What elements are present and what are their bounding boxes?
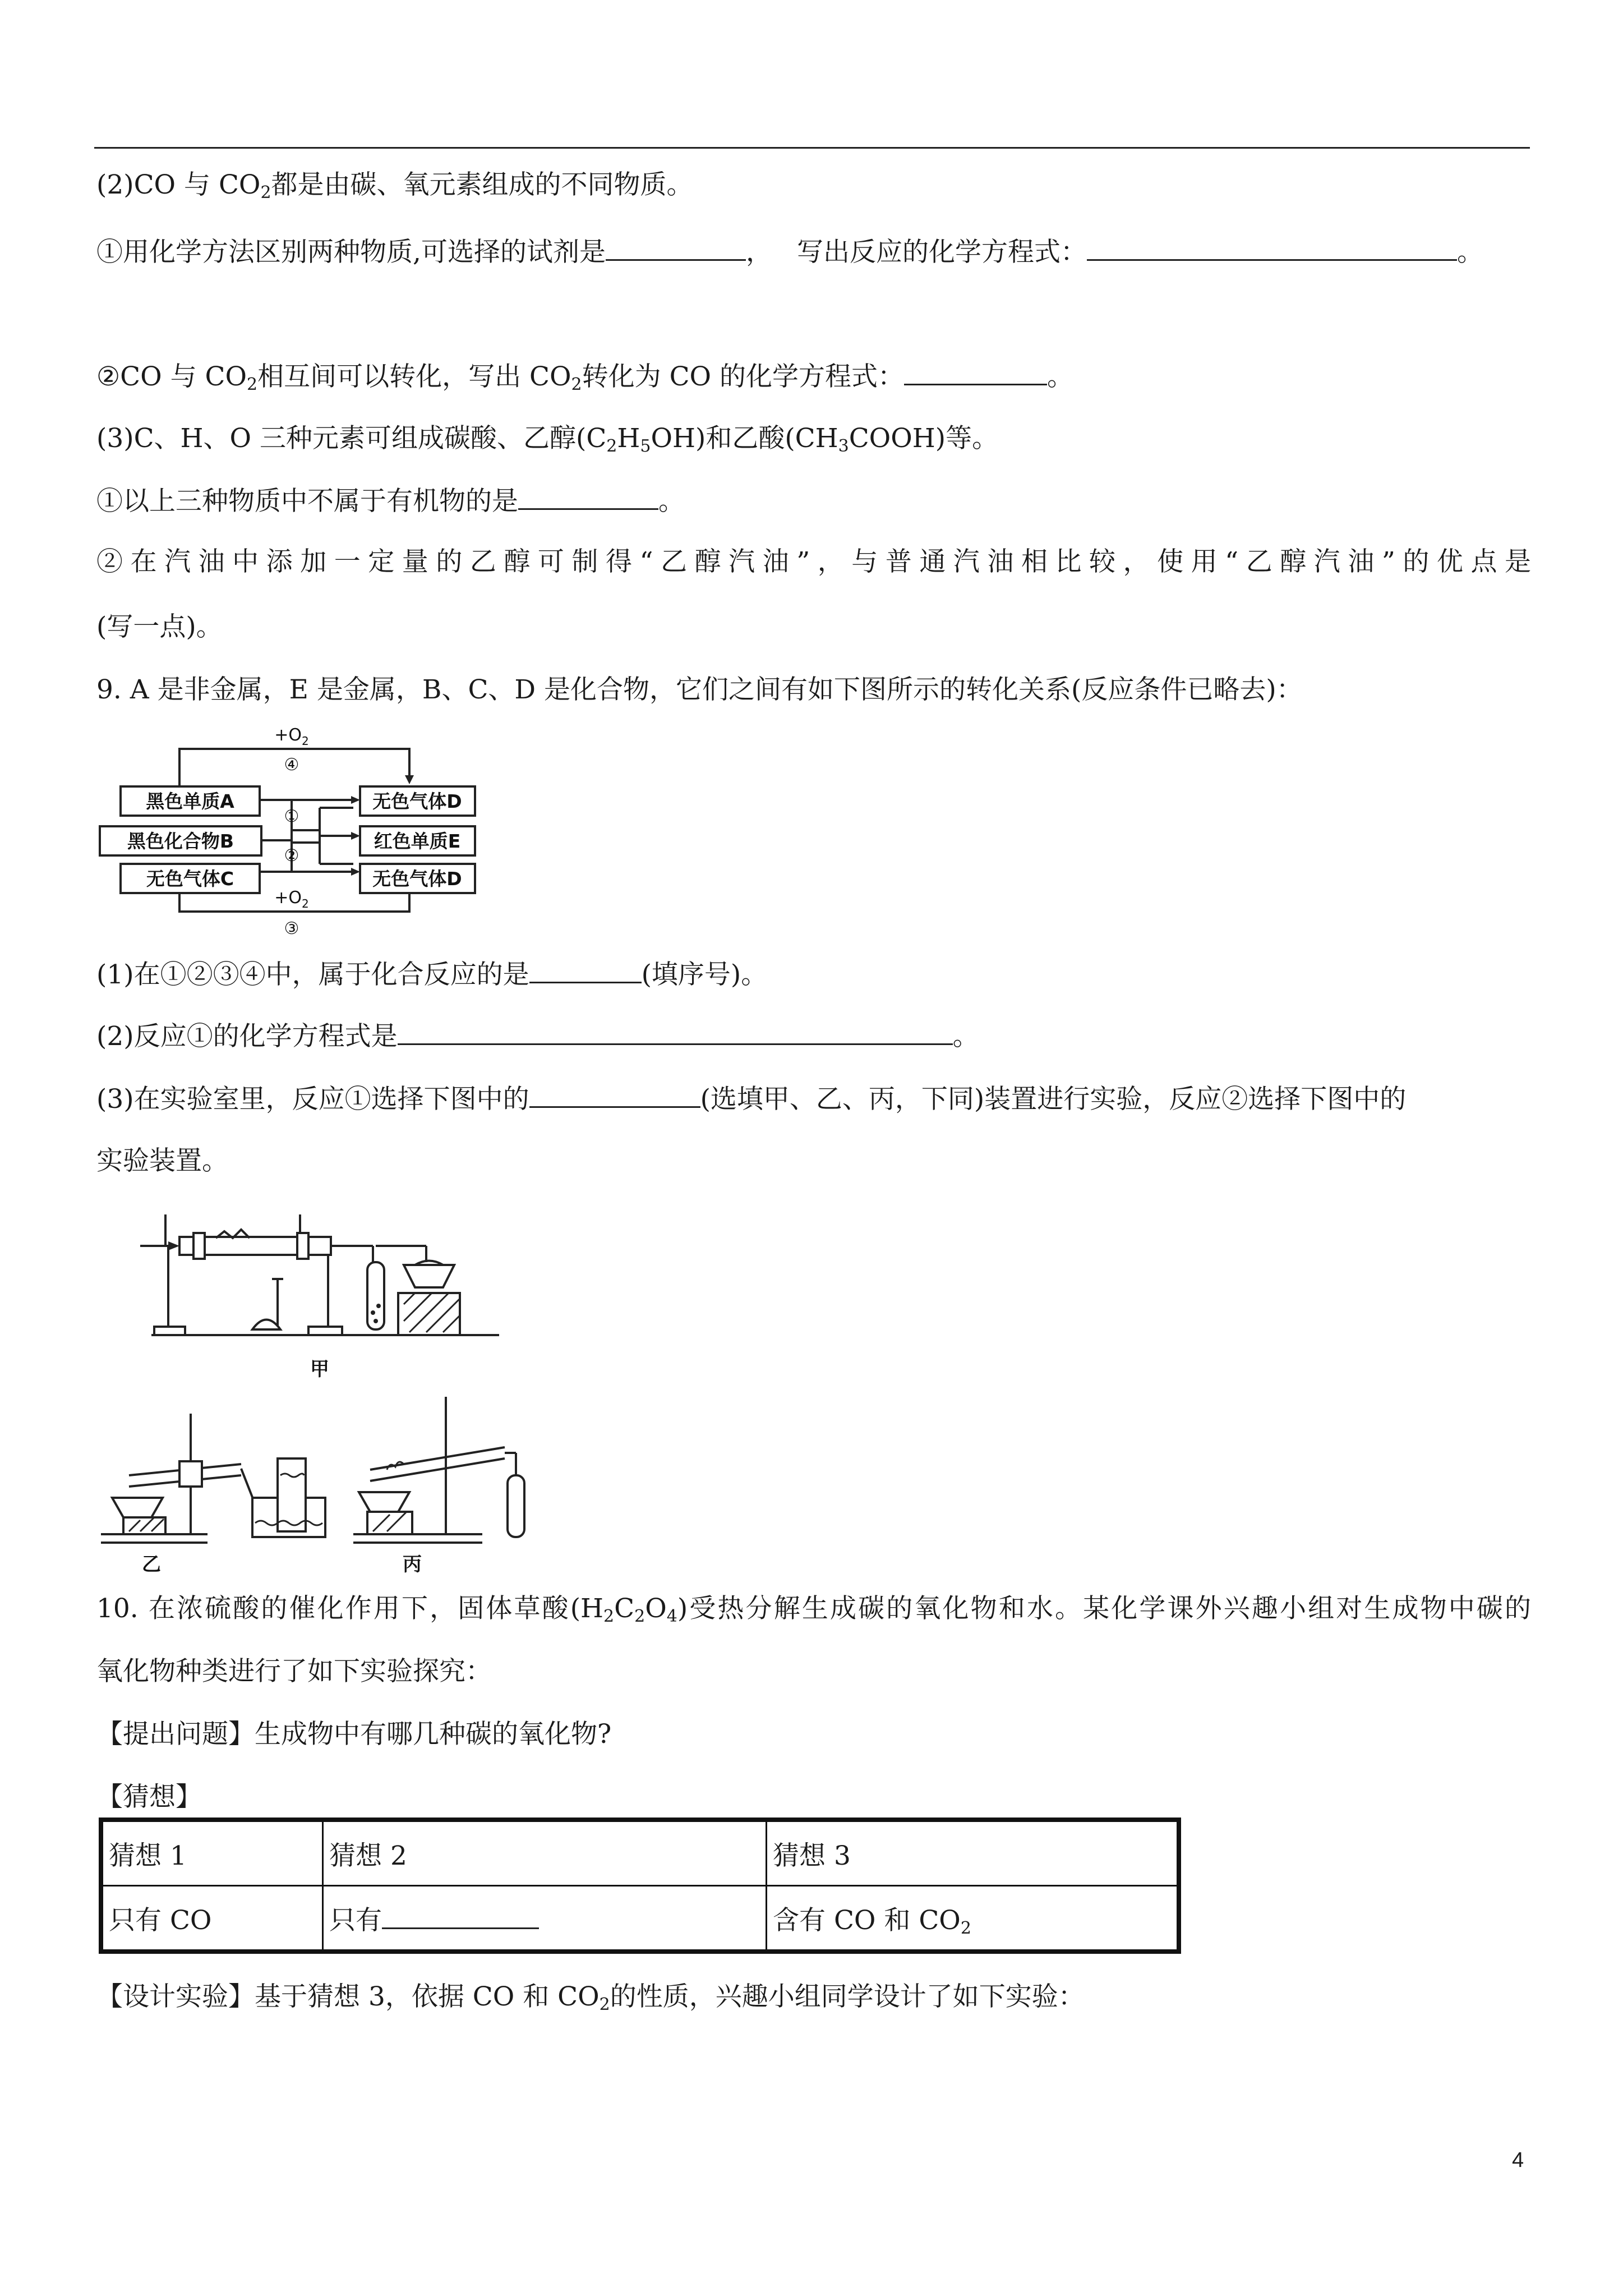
answer-blank-equation[interactable]	[1087, 234, 1457, 261]
table-header-cell: 猜想 1	[101, 1820, 323, 1886]
q8-part3-2-line2: (写一点)。	[96, 611, 223, 642]
diagram-circle-1: ①	[284, 807, 299, 826]
table-row	[101, 1886, 1179, 1952]
q9-stem: 9. A 是非金属，E 是金属，B、C、D 是化合物，它们之间有如下图所示的转化关系(反应条件已略去)：	[96, 674, 1303, 705]
q8-part3-2-line1: ②在汽油中添加一定量的乙醇可制得“乙醇汽油”，与普通汽油相比较，使用“乙醇汽油”的优点是	[96, 546, 1531, 577]
answer-blank-apparatus[interactable]	[529, 1082, 700, 1108]
q10-stem-line2: 氧化物种类进行了如下实验探究：	[96, 1656, 492, 1687]
header-rule	[94, 147, 1530, 149]
answer-blank-guess2[interactable]	[382, 1903, 539, 1929]
diagram-label-E: 红色单质E	[374, 830, 461, 852]
answer-blank-reaction1[interactable]	[398, 1019, 953, 1045]
q9-conversion-diagram	[90, 724, 494, 942]
answer-blank-co2-to-co[interactable]	[904, 359, 1047, 385]
table-cell: 只有 CO	[101, 1886, 323, 1952]
answer-blank-reagent[interactable]	[606, 234, 746, 261]
q9-part2: (2)反应①的化学方程式是 。	[96, 1019, 979, 1053]
q8-part3: (3)C、H、O 三种元素可组成碳酸、乙醇$(C_2H_5OH)$和乙酸$(CH_3COOH)$等。	[96, 423, 999, 456]
page-number: 4	[1512, 2148, 1524, 2172]
diagram-circle-3: ③	[284, 919, 299, 938]
apparatus-label-bing: 丙	[403, 1553, 422, 1576]
table-header-cell: 猜想 3	[767, 1820, 1179, 1886]
q10-design: 【设计实验】基于猜想 3，依据 CO 和 $CO_2$的性质，兴趣小组同学设计了如下实验：	[96, 1981, 1085, 2014]
q10-stem-line1: 10. 在浓硫酸的催化作用下，固体草酸$(H_2C_2O_4)$受热分解生成碳的氧化物和水。某化学课外兴趣小组对生成物中碳的	[96, 1593, 1531, 1626]
diagram-circle-2: ②	[284, 846, 299, 866]
q10-guess-title: 【猜想】	[96, 1782, 202, 1812]
diagram-label-A: 黑色单质A	[146, 790, 234, 812]
table-cell: 含有 CO 和 $CO_2$	[767, 1886, 1179, 1952]
diagram-label-D2: 无色气体D	[372, 868, 462, 890]
table-row	[101, 1820, 1179, 1886]
guess-table	[99, 1818, 1181, 1954]
q8-part2-1: ①用化学方法区别两种物质,可选择的试剂是 ， 写出反应的化学方程式： 。	[96, 234, 1483, 269]
diagram-circle-4: ④	[284, 755, 299, 775]
diagram-label-C: 无色气体C	[146, 868, 234, 890]
q9-part3-line1: (3)在实验室里，反应①选择下图中的 (选填甲、乙、丙，下同)装置进行实验，反应②选择下图中的	[96, 1082, 1406, 1116]
answer-blank-inorganic[interactable]	[518, 484, 658, 510]
q8-part2-title: (2)CO 与 $CO_2$都是由碳、氧元素组成的不同物质。	[96, 169, 693, 203]
diagram-label-D1: 无色气体D	[372, 790, 462, 812]
q10-question: 【提出问题】生成物中有哪几种碳的氧化物?	[96, 1719, 612, 1750]
answer-blank-combination[interactable]	[529, 957, 642, 983]
diagram-label-B: 黑色化合物B	[127, 830, 234, 852]
apparatus-label-yi: 乙	[142, 1553, 161, 1576]
q8-part2-2: ②CO 与 $CO_2$相互间可以转化，写出 $CO_2$转化为 CO 的化学方程式： 。	[96, 359, 1073, 394]
apparatus-yi-figure	[95, 1402, 359, 1582]
q9-part3-line2: 实验装置。	[96, 1145, 228, 1176]
q9-part1: (1)在①②③④中，属于化合反应的是 (填序号)。	[96, 957, 767, 992]
diagram-o2-bottom: $+O_2$	[274, 888, 309, 910]
apparatus-jia-figure	[140, 1212, 510, 1391]
apparatus-label-jia: 甲	[310, 1358, 329, 1381]
apparatus-bing-figure	[348, 1391, 533, 1582]
table-cell: 只有	[323, 1886, 767, 1952]
table-header-cell: 猜想 2	[323, 1820, 767, 1886]
diagram-o2-top: $+O_2$	[274, 725, 309, 748]
q8-part3-1: ①以上三种物质中不属于有机物的是 。	[96, 484, 685, 518]
